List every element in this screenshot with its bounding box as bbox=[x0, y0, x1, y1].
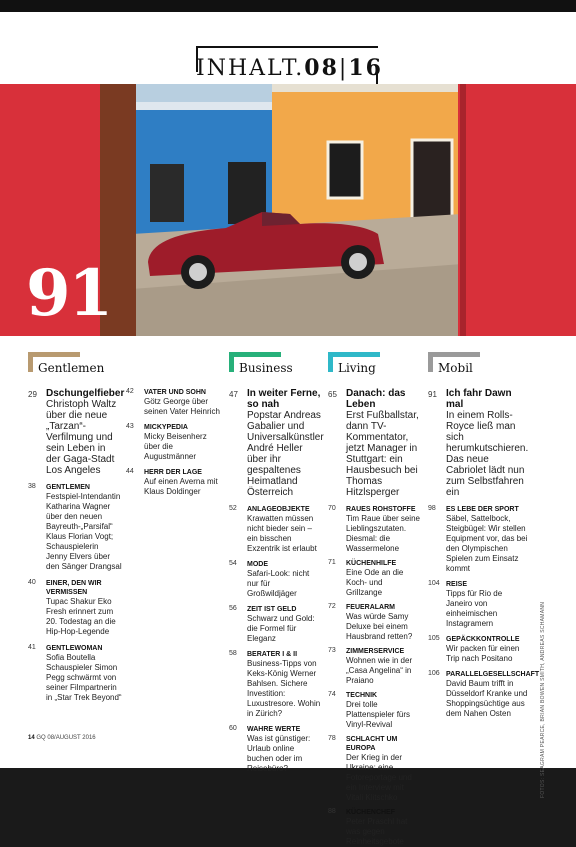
section-label: Gentlemen bbox=[38, 361, 105, 375]
column-business bbox=[229, 388, 324, 774]
toc-entry[interactable]: 91 Ich fahr Dawn mal In einem Rolls-Royce ließ man sich herumkutschieren. Das neue Cabriolet lädt nun zum Selbstfahren ein bbox=[428, 388, 529, 498]
section-label: Business bbox=[239, 361, 293, 375]
footer-date: AUGUST 2016 bbox=[55, 735, 96, 741]
column-gentlemen-b bbox=[126, 388, 220, 497]
section-gentlemen bbox=[28, 352, 105, 375]
toc-entry[interactable]: 29 Dschungelfieber Christoph Waltz über die neue „Tarzan“-Verfilmung und sein Leben in der Gaga-Stadt Los Angeles bbox=[28, 388, 125, 476]
column-gentlemen-a bbox=[28, 388, 125, 703]
footer-magazine: GQ 08 bbox=[36, 735, 55, 741]
toc-entry[interactable]: 38 GENTLEMEN Festspiel-Intendantin Katharina Wagner über den neuen Bayreuth-„Parsifal“ Klaus Florian Vogt; Schauspielerin Jenny Elvers über den Sänger Drangsal bbox=[28, 483, 122, 571]
top-bar bbox=[0, 0, 576, 12]
section-label: Living bbox=[338, 361, 376, 375]
toc-entry[interactable]: 72 FEUERALARM Was würde Samy Deluxe bei einem Hausbrand retten? bbox=[328, 603, 413, 641]
toc-entry[interactable]: 104 REISE Tipps für Rio de Janeiro von einheimischen Instagramern bbox=[428, 580, 503, 628]
hero-page-number: 91 bbox=[26, 256, 112, 331]
toc-entry[interactable]: 73 ZIMMERSERVICE Wohnen wie in der „Casa Angelina“ in Praiano bbox=[328, 647, 413, 685]
toc-entry[interactable]: 54 MODE Safari-Look: nicht nur für Großwildjäger bbox=[229, 560, 310, 598]
toc-entry[interactable]: 70 RAUES ROHSTOFFE Tim Raue über seine Lieblingszutaten. Diesmal: die Wassermelone bbox=[328, 505, 420, 553]
toc-entry[interactable]: 60 WAHRE WERTE Was ist günstiger: Urlaub online buchen oder im Reisebüro? bbox=[229, 725, 311, 773]
toc-entry[interactable]: 71 KÜCHENHILFE Eine Ode an die Koch- und Grillzange bbox=[328, 559, 404, 597]
title-dot: . bbox=[295, 56, 305, 81]
toc-entry[interactable]: 41 GENTLEWOMAN Sofia Boutella Schauspieler Simon Pegg schwärmt von seiner Filmpartnerin in „Star Trek Beyond“ bbox=[28, 644, 122, 702]
toc-entry[interactable]: 65 Danach: das Leben Erst Fußballstar, dann TV-Kommentator, jetzt Manager in Stuttgart: ein Hausbesuch bei Thomas Hitzlsperger bbox=[328, 388, 419, 498]
contents-title: INHALT.08|16 bbox=[196, 46, 378, 92]
toc-entry[interactable]: 74 TECHNIK Drei tolle Plattenspieler fürs Vinyl-Revival bbox=[328, 691, 411, 729]
page-footer: 14 GQ 08/AUGUST 2016 bbox=[28, 735, 96, 741]
toc-entry[interactable]: 47 In weiter Ferne, so nah Popstar Andreas Gabalier und Universalkünstler André Heller über ihr gespaltenes Heimatland Österreich bbox=[229, 388, 324, 498]
footer-page-number: 14 bbox=[28, 735, 35, 741]
toc-entry[interactable]: 78 SCHLACHT UM EUROPA Der Krieg in der Ukraine: eine Fotoreportage und ein Interview mit Vitali Klitschko bbox=[328, 735, 412, 802]
issue-month: 08 bbox=[304, 55, 339, 81]
toc-entry[interactable]: 52 ANLAGEOBJEKTE Krawatten müssen nicht bieder sein – ein bisschen Exzentrik ist erlaubt bbox=[229, 505, 317, 553]
toc-entry[interactable]: 98 ES LEBE DER SPORT Säbel, Sattelbock, Steigbügel: Wir stellen Equipment vor, das bei den Olympischen Spielen zum Einsatz kommt bbox=[428, 505, 528, 573]
photo-credit: FOTOS: SEAGRAM PEARCE, BRIAN BOWEN SMITH, ANDREAS SCHAMANN bbox=[540, 601, 546, 798]
toc-entry[interactable]: 106 PARALLELGESELLSCHAFT David Baum trifft in Düsseldorf Kranke und Shoppingsüchtige aus dem Nahen Osten bbox=[428, 670, 540, 718]
issue-year: 16 bbox=[348, 55, 383, 81]
toc-entry[interactable]: 88 KÜCHENCHEF Peter Praschl hat was gegen Reinheitsgebote bbox=[328, 808, 408, 846]
title-word: INHALT bbox=[196, 56, 296, 81]
toc-entry[interactable]: 56 ZEIT IST GELD Schwarz und Gold: die Formel für Eleganz bbox=[229, 605, 315, 643]
section-label: Mobil bbox=[438, 361, 473, 375]
section-living bbox=[328, 352, 380, 375]
toc-entry[interactable]: 42 VATER UND SOHN Götz George über seinen Vater Heinrich bbox=[126, 388, 220, 416]
toc-entry[interactable]: 43 MICKYPEDIA Micky Beisenherz über die Augustmänner bbox=[126, 423, 207, 461]
toc-entry[interactable]: 58 BERATER I & II Business-Tipps von Keks-König Werner Bahlsen. Sichere Investition: Luxustresore. Wohin in Zürich? bbox=[229, 650, 321, 718]
section-business bbox=[229, 352, 293, 375]
toc-entry[interactable]: 44 HERR DER LAGE Auf einen Averna mit Klaus Doldinger bbox=[126, 468, 218, 496]
column-mobil bbox=[428, 388, 540, 719]
column-living bbox=[328, 388, 420, 847]
section-mobil bbox=[428, 352, 480, 375]
toc-entry[interactable]: 105 GEPÄCKKONTROLLE Wir packen für einen Trip nach Positano bbox=[428, 635, 520, 663]
toc-entry[interactable]: 40 EINER, DEN WIR VERMISSEN Tupac Shakur Eko Fresh erinnert zum 20. Todestag an die Hip-Hop-Legende bbox=[28, 579, 116, 636]
